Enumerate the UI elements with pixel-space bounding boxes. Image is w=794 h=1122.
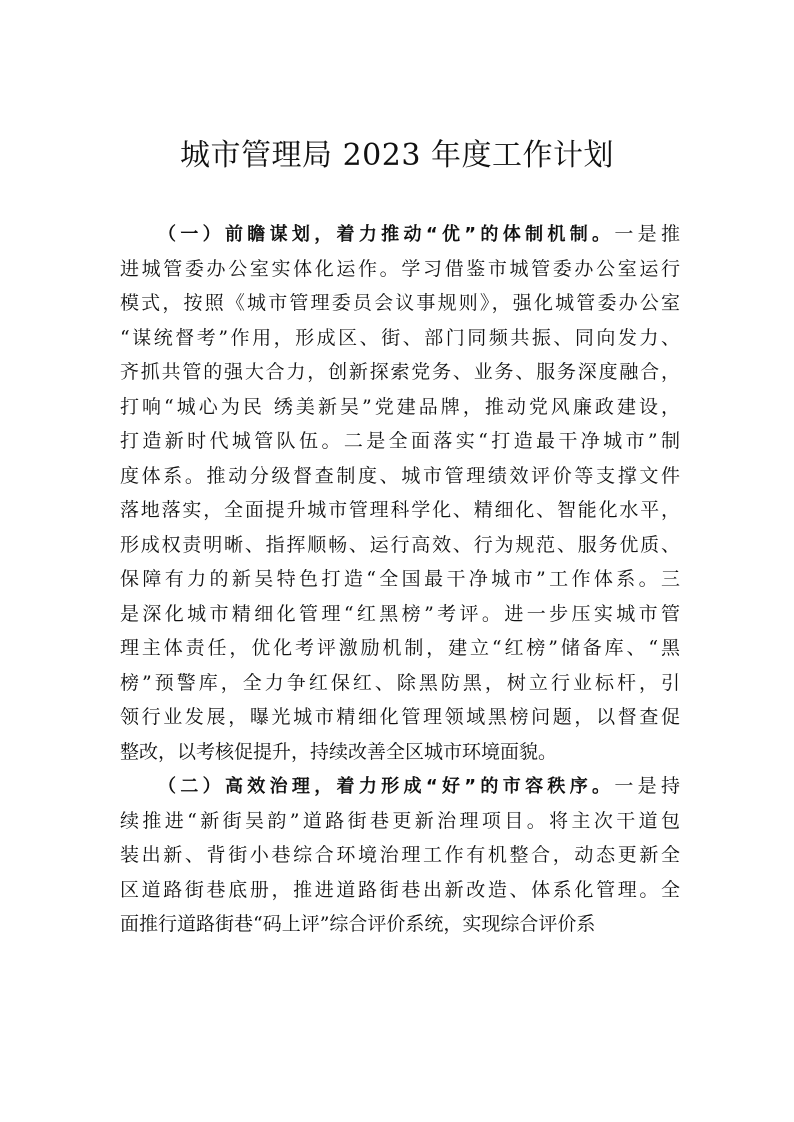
paragraph-line: 面推行道路街巷“码上评”综合评价系统，实现综合评价系: [120, 913, 596, 935]
paragraph-line: 榜”预警库，全力争红保红、除黑防黑，树立行业标杆，引: [120, 671, 680, 694]
paragraph-line: 形成权责明晰、指挥顺畅、运行高效、行为规范、服务优质、: [120, 533, 680, 556]
section-2-heading: （二）高效治理，着力形成“好”的市容秩序。: [158, 776, 615, 797]
paragraph-line: 装出新、背街小巷综合环境治理工作有机整合，动态更新全: [120, 844, 680, 866]
paragraph-line: 续推进“新街吴韵”道路街巷更新治理项目。将主次干道包: [120, 809, 680, 832]
paragraph-line: 齐抓共管的强大合力，创新探索党务、业务、服务深度融合，: [120, 361, 680, 383]
paragraph-line: 是深化城市精细化管理“红黑榜”考评。进一步压实城市管: [120, 602, 680, 625]
paragraph-line: 度体系。推动分级督查制度、城市管理绩效评价等支撑文件: [120, 464, 680, 487]
paragraph-line: “谋统督考”作用，形成区、街、部门同频共振、同向发力、: [120, 326, 680, 349]
paragraph-line: （一）前瞻谋划，着力推动“优”的体制机制。一是推: [158, 223, 680, 245]
paragraph-line: 区道路街巷底册，推进道路街巷出新改造、体系化管理。全: [120, 878, 680, 901]
paragraph-line: 模式，按照《城市管理委员会议事规则》，强化城管委办公室: [120, 292, 680, 314]
paragraph-line: 整改，以考核促提升，持续改善全区城市环境面貌。: [120, 740, 558, 763]
paragraph-line: 打造新时代城管队伍。二是全面落实“打造最干净城市”制: [120, 430, 680, 452]
paragraph-line: （二）高效治理，着力形成“好”的市容秩序。一是持: [158, 775, 680, 797]
document-title: 城市管理局 2023 年度工作计划: [180, 138, 614, 173]
paragraph-line: 打响“城心为民 绣美新吴”党建品牌，推动党风廉政建设，: [120, 395, 680, 418]
document-body: [120, 217, 680, 942]
section-1-heading: （一）前瞻谋划，着力推动“优”的体制机制。: [158, 224, 615, 245]
section-1-paragraph: [120, 217, 680, 769]
paragraph-line: 理主体责任，优化考评激励机制，建立“红榜”储备库、“黑: [120, 637, 680, 659]
paragraph-line: 落地落实，全面提升城市管理科学化、精细化、智能化水平，: [120, 499, 680, 521]
paragraph-line: 领行业发展，曝光城市精细化管理领域黑榜问题，以督查促: [120, 706, 680, 728]
section-2-paragraph: [120, 769, 680, 942]
paragraph-line: 保障有力的新吴特色打造“全国最干净城市”工作体系。三: [120, 568, 680, 590]
paragraph-line: 进城管委办公室实体化运作。学习借鉴市城管委办公室运行: [120, 257, 680, 280]
